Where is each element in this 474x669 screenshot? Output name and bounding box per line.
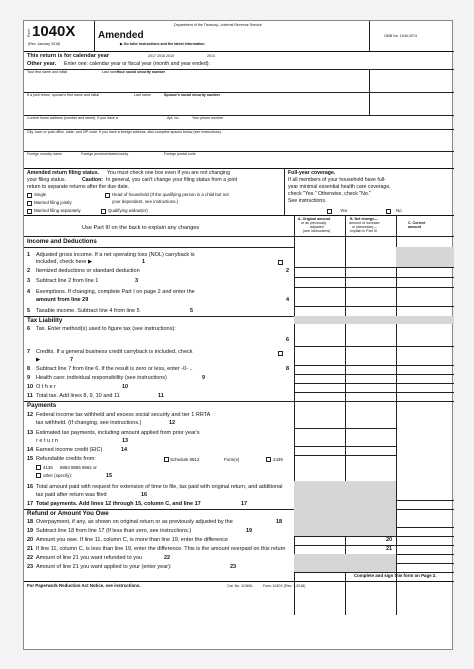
filing-status-text-4: return to separate returns after the due date.	[27, 184, 130, 190]
line-20-text: 20 Amount you owe. If line 11, column C, is more than line 19, enter the difference	[27, 537, 229, 543]
coverage-text-2: year minimal essential health care coverage,	[288, 184, 391, 190]
single-checkbox[interactable]	[27, 193, 32, 198]
refund-section-heading: Refund or Amount You Owe	[27, 510, 109, 517]
schedule-8812-label: Schedule 8812	[170, 457, 200, 462]
phone-label: Your phone number	[192, 116, 224, 120]
line-17-number: 17	[241, 501, 248, 507]
line-5-text: 5 Taxable income. Subtract line 4 from line 5	[27, 308, 140, 314]
column-a-header-1: A. Original amount	[298, 217, 331, 221]
city-label: City, town or post office, state, and ZIP code. If you have a foreign address, also complete spaces below (see instructions).	[27, 130, 222, 134]
spouse-name-label: If a joint return, spouse's first name and initial	[27, 93, 99, 97]
form-4136-label: 4136	[43, 465, 53, 470]
address-label: Current home address (number and street). If you have a	[27, 116, 118, 120]
married-separately-label: Married filing separately	[34, 208, 81, 213]
schedule-8812-checkbox[interactable]	[164, 457, 169, 462]
line-7-arrow: ▶	[36, 357, 41, 363]
line-23-number: 23	[230, 564, 237, 570]
line-12-number: 12	[169, 420, 176, 426]
line-18-text: 18 Overpayment, if any, as shown on original return or as previously adjusted by the	[27, 519, 233, 525]
line-2-text: 2 Itemized deductions or standard deduction	[27, 268, 140, 274]
line-20-number: 20	[386, 537, 393, 543]
part3-instruction: Use Part III on the back to explain any changes	[82, 225, 200, 231]
line-1-text: 1 Adjusted gross income. If a net operating loss (NOL) carryback is	[27, 252, 195, 258]
line-16-text: 16 Total amount paid with request for extension of time to file, tax paid with original return, and additional	[27, 484, 283, 490]
line-17-text: 17 Total payments. Add lines 12 through 15, column C, and line 17	[27, 501, 201, 507]
coverage-yes-label: Yes	[340, 208, 348, 213]
line-21-number: 21	[386, 546, 393, 552]
form-page	[23, 20, 453, 650]
coverage-no-checkbox[interactable]	[386, 209, 391, 214]
form-4136-checkbox[interactable]	[36, 465, 41, 470]
column-c-header-1: C. Correct	[408, 221, 426, 225]
line-7-number: 7	[70, 357, 74, 363]
line-10-text: 10 O t h e r	[27, 384, 56, 390]
foreign-province-label: Foreign province/state/county	[81, 152, 129, 156]
agency-name: Department of the Treasury—Internal Revenue Service	[174, 23, 262, 27]
column-b-header-2: amount of increase	[349, 221, 380, 225]
coverage-text-4: See instructions.	[288, 198, 327, 204]
line-2-number: 2	[286, 268, 290, 274]
column-a-header-3: adjusted	[310, 225, 324, 229]
form-number: 1040X	[32, 23, 76, 40]
head-of-household-checkbox[interactable]	[105, 193, 110, 198]
spouse-last-name-label: Last name	[134, 93, 151, 97]
other-year-text: Enter one: calendar year or fiscal year (month and year ended):	[64, 61, 210, 67]
form-prefix: Form	[27, 28, 31, 37]
line-5-number: 5	[190, 308, 194, 314]
line-12-text-2: tax withheld. (If changing, see instructions.)	[36, 420, 142, 426]
shaded-cell-line-22	[294, 554, 396, 572]
form-list-label: 8863 8885 8962 or	[60, 465, 97, 470]
line-16-text-2: tax paid after return was filed	[36, 492, 107, 498]
form-revision: (Rev. January 2018)	[28, 42, 61, 46]
line-14-number: 14	[121, 447, 128, 453]
footer-paperwork-notice: For Paperwork Reduction Act Notice, see instructions.	[27, 583, 141, 588]
filing-status-text-1: You must check one box even if you are not changing	[107, 170, 230, 176]
credit-carryback-checkbox[interactable]	[278, 351, 283, 356]
column-a-header-2: or as previously	[301, 221, 327, 225]
line-3-number: 3	[135, 278, 139, 284]
line-11-number: 11	[158, 393, 164, 399]
line-16-number: 16	[141, 492, 148, 498]
line-4-text: 4 Exemptions. If changing, complete Part I on page 2 and enter the	[27, 289, 195, 295]
shaded-cell-line-18	[294, 509, 396, 536]
line-18-number: 18	[276, 519, 283, 525]
coverage-text-1: If all members of your household have full-	[288, 177, 386, 183]
line-6-text: 6 Tax. Enter method(s) used to figure tax (see instructions):	[27, 326, 176, 332]
foreign-postal-label: Foreign postal code	[164, 152, 196, 156]
form-2439-checkbox[interactable]	[266, 457, 271, 462]
spouse-ssn-label: Spouse's social security number	[164, 93, 220, 97]
line-23-text: 23 Amount of line 21 you want applied to your (enter year):	[27, 564, 172, 570]
line-9-text: 9 Health care: individual responsibility (see instructions)	[27, 375, 167, 381]
line-1-number: 1	[142, 259, 146, 265]
line-12-text: 12 Federal income tax withheld and excess social security and tier 1 RRTA	[27, 412, 211, 418]
line-15-text: 15 Refundable credits from:	[27, 456, 96, 462]
filing-status-text-2: your filing status.	[27, 177, 66, 183]
line-19-text: 19 Subtract line 18 from line 17 (If less than zero, see instructions.)	[27, 528, 192, 534]
year-2014-option[interactable]: 2014	[207, 54, 215, 58]
filing-status-heading: Amended return filing status.	[27, 170, 100, 176]
line-22-text: 22 Amount of line 21 you want refunded to you	[27, 555, 143, 561]
form-2439-label: 2439	[273, 457, 283, 462]
ssn-label: Your social security number	[117, 70, 166, 74]
qualifying-widow-checkbox[interactable]	[101, 209, 106, 214]
married-jointly-checkbox[interactable]	[27, 201, 32, 206]
column-a-header-4: (see instructions)	[303, 229, 331, 233]
line-21-text: 21 If line 11, column C, is less than line 19, enter the difference. This is the amount overpaid on this return	[27, 546, 286, 552]
column-b-header-4: explain in Part III	[350, 229, 377, 233]
line-19-number: 19	[246, 528, 253, 534]
forms-label: Form(s)	[224, 457, 240, 462]
coverage-no-label: No	[396, 208, 402, 213]
other-credit-checkbox[interactable]	[36, 473, 41, 478]
first-name-label: Your first name and initial	[27, 70, 68, 74]
head-of-household-label: Head of household (If the qualifying person is a child but not	[112, 192, 229, 197]
line-8-number: 8	[286, 366, 290, 372]
payments-section-heading: Payments	[27, 402, 57, 409]
footer-cat-number: Cat. No. 11360L	[227, 584, 253, 588]
form-title: Amended	[98, 30, 144, 41]
tax-section-heading: Tax Liability	[27, 317, 63, 324]
filing-caution: Caution:	[82, 177, 104, 183]
calendar-year-label: This return is for calendar year	[27, 53, 110, 59]
coverage-yes-checkbox[interactable]	[327, 209, 332, 214]
married-jointly-label: Married filing jointly	[34, 200, 72, 205]
shaded-cell-line-16	[294, 481, 396, 509]
apt-label: Apt. no.	[167, 116, 180, 120]
omb-number: OMB No. 1545-0074	[384, 34, 417, 38]
head-of-household-note: your dependent, see instructions.)	[112, 199, 179, 204]
line-4-number: 4	[286, 297, 290, 303]
other-year-label: Other year.	[27, 61, 57, 67]
income-section-heading: Income and Deductions	[27, 238, 97, 245]
instructions-link[interactable]: ▶ Go tofor instructions and the latest information.	[120, 42, 206, 46]
line-14-text: 14 Earned income credit (EIC)	[27, 447, 103, 453]
footer-form-name: Form 1040X (Rev. 1-2018)	[263, 584, 306, 588]
line-13-text: 13 Estimated tax payments, including amount applied from prior year's	[27, 430, 200, 436]
line-10-number: 10	[122, 384, 129, 390]
column-b-header-3: or (decrease)—	[352, 225, 377, 229]
line-15-number: 15	[106, 473, 113, 479]
qualifying-widow-label: Qualifying widow(er)	[108, 208, 148, 213]
year-options[interactable]: 2017 2016 2015	[148, 54, 174, 58]
line-22-number: 22	[164, 555, 171, 561]
nol-carryback-checkbox[interactable]	[278, 260, 283, 265]
line-7-text: 7 Credits. If a general business credit carryback is included, check	[27, 349, 193, 355]
line-1-text-2: included, check here ▶	[36, 259, 93, 265]
other-specify-label: other (specify):	[43, 473, 73, 478]
line-8-text: 8 Subtract line 7 from line 6. If the result is zero or less, enter -0- ..	[27, 366, 193, 372]
line-9-number: 9	[202, 375, 206, 381]
married-separately-checkbox[interactable]	[27, 209, 32, 214]
foreign-country-label: Foreign country name	[27, 152, 62, 156]
shaded-cell-line-1	[396, 247, 454, 267]
line-11-text: 11 Total tax. Add lines 8, 9, 10 and 11	[27, 393, 120, 399]
line-13-text-2: r e t u r n	[36, 438, 59, 444]
line-3-text: 3 Subtract line 2 from line 1	[27, 278, 99, 284]
coverage-heading: Full-year coverage.	[288, 170, 336, 176]
line-6-number: 6	[286, 337, 290, 343]
single-label: Single	[34, 192, 47, 197]
column-b-header-1: B. Net change—	[350, 217, 378, 221]
filing-status-text-3: In general, you can't change your filing status from a joint	[106, 177, 238, 183]
column-c-header-2: amount	[408, 225, 421, 229]
line-4-text-2: amount from line 29	[36, 297, 89, 303]
line-13-number: 13	[122, 438, 129, 444]
shaded-cell-line-6	[294, 316, 454, 324]
coverage-text-3: check "Yes." Otherwise, check "No."	[288, 191, 372, 197]
sign-form-note: Complete and sign this form on Page 2.	[354, 573, 437, 578]
last-name-label: Last name	[102, 70, 119, 74]
